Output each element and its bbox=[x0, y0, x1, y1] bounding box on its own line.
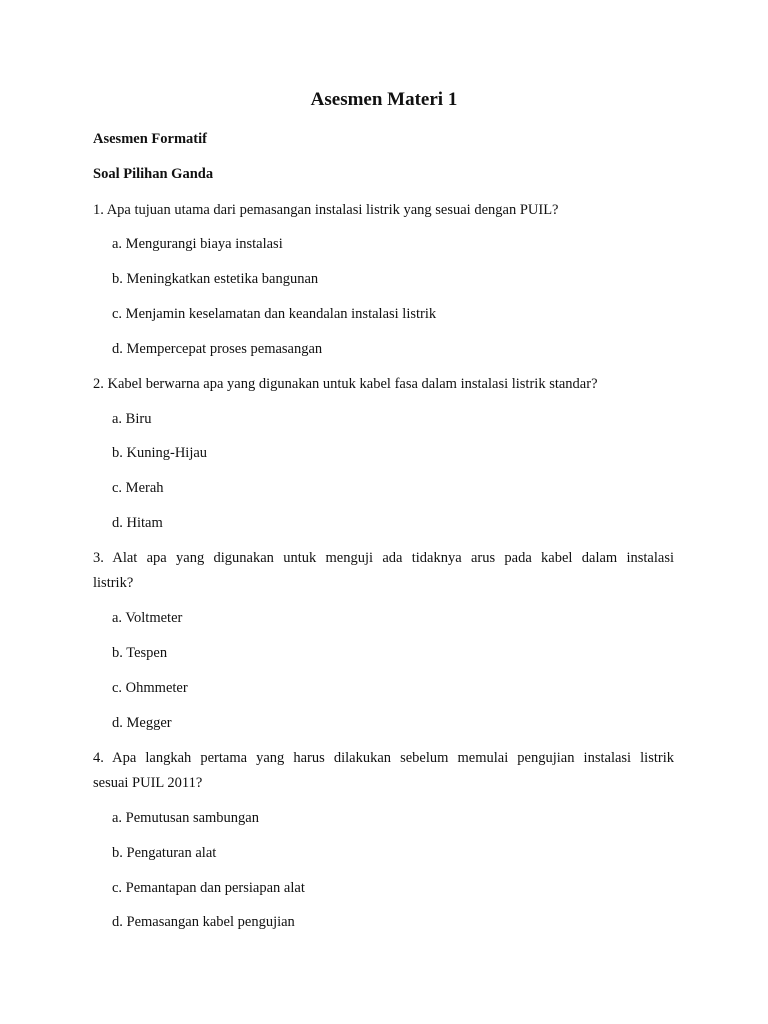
question-3-option-c: c. Ohmmeter bbox=[112, 680, 188, 696]
question-4-option-c: c. Pemantapan dan persiapan alat bbox=[112, 880, 305, 896]
question-1-option-c: c. Menjamin keselamatan dan keandalan instalasi listrik bbox=[112, 306, 437, 322]
section-heading: Asesmen Formatif bbox=[93, 131, 207, 147]
question-3-option-b: b. Tespen bbox=[112, 645, 168, 661]
subsection-heading: Soal Pilihan Ganda bbox=[93, 166, 214, 182]
question-1-option-a: a. Mengurangi biaya instalasi bbox=[112, 236, 283, 252]
question-2-text: 2. Kabel berwarna apa yang digunakan untuk kabel fasa dalam instalasi listrik standar? bbox=[93, 376, 598, 392]
question-4-text-cont: sesuai PUIL 2011? bbox=[93, 775, 203, 791]
question-3-text-cont: listrik? bbox=[93, 575, 134, 591]
page-title: Asesmen Materi 1 bbox=[310, 89, 458, 110]
question-4-option-b: b. Pengaturan alat bbox=[112, 845, 217, 861]
question-4-option-a: a. Pemutusan sambungan bbox=[112, 810, 259, 826]
question-1-option-b: b. Meningkatkan estetika bangunan bbox=[112, 271, 319, 287]
question-4-option-d: d. Pemasangan kabel pengujian bbox=[112, 914, 295, 930]
question-1-text: 1. Apa tujuan utama dari pemasangan instalasi listrik yang sesuai dengan PUIL? bbox=[93, 202, 559, 218]
question-2-option-d: d. Hitam bbox=[112, 515, 163, 531]
question-3-option-a: a. Voltmeter bbox=[112, 610, 183, 626]
question-3-option-d: d. Megger bbox=[112, 715, 172, 731]
question-1-option-d: d. Mempercepat proses pemasangan bbox=[112, 341, 323, 357]
question-4-text: 4. Apa langkah pertama yang harus dilakukan sebelum memulai pengujian instalasi listrik bbox=[93, 750, 674, 766]
question-2-option-b: b. Kuning-Hijau bbox=[112, 445, 208, 461]
question-3-text: 3. Alat apa yang digunakan untuk menguji ada tidaknya arus pada kabel dalam instalasi bbox=[93, 550, 674, 566]
question-2-option-a: a. Biru bbox=[112, 411, 152, 427]
question-2-option-c: c. Merah bbox=[112, 480, 164, 496]
